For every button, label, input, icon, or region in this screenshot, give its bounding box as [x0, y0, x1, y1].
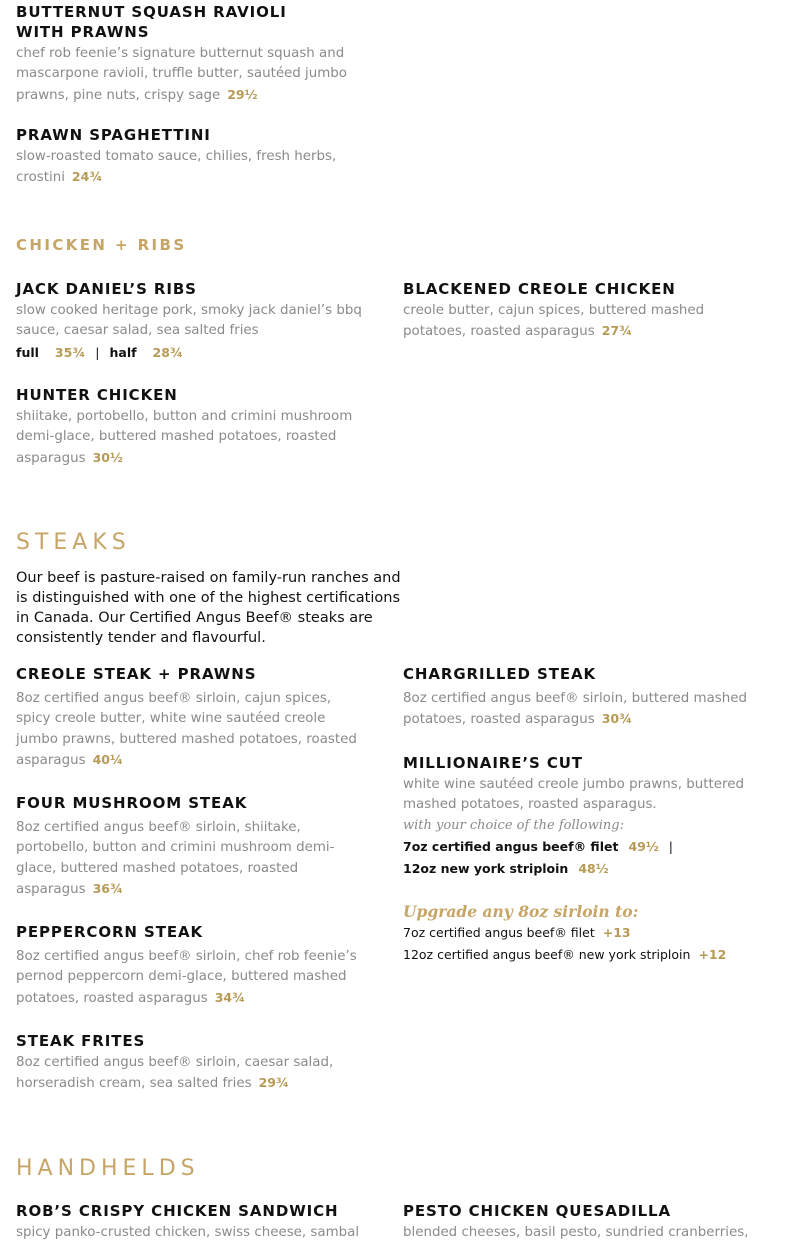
- item-name: BLACKENED CREOLE CHICKEN: [403, 280, 676, 298]
- menu-item-creole-steak-prawns: [16, 664, 357, 771]
- item-description: 8oz certified angus beef® sirloin, shiitake, portobello, button and crimini mushroom demi- glace, buttered mashed potatoes, roasted asparagus 36¾: [16, 820, 335, 897]
- portion-options: full 35¾ | half 28¾: [16, 344, 183, 360]
- item-name: WITH PRAWNS: [16, 23, 150, 41]
- item-description: 8oz certified angus beef® sirloin, chef rob feenie’s pernod peppercorn demi-glace, buttered mashed potatoes, roasted asparagus 34¾: [16, 949, 357, 1006]
- item-description: blended cheeses, basil pesto, sundried cranberries,: [403, 1225, 749, 1240]
- item-price: 40¼: [92, 751, 123, 767]
- item-name: ROB’S CRISPY CHICKEN SANDWICH: [16, 1202, 339, 1220]
- menu-item-blackened-creole-chicken: [403, 279, 704, 343]
- item-name: PESTO CHICKEN QUESADILLA: [403, 1202, 671, 1220]
- item-name: BUTTERNUT SQUASH RAVIOLI: [16, 3, 287, 21]
- menu-item-pesto-chicken-quesadilla: [403, 1201, 748, 1243]
- item-price: 30¾: [601, 711, 633, 727]
- item-price: 30½: [92, 449, 123, 465]
- item-name: MILLIONAIRE’S CUT: [403, 754, 583, 772]
- item-description: shiitake, portobello, button and crimini mushroom demi-glace, buttered mashed potatoes, roasted asparagus 30½: [16, 409, 353, 466]
- item-name: CHARGRILLED STEAK: [403, 665, 597, 683]
- item-name: CREOLE STEAK + PRAWNS: [16, 665, 257, 683]
- item-price: 29½: [227, 86, 258, 102]
- menu-item-peppercorn-steak: [16, 922, 357, 1009]
- menu-item-chargrilled-steak: [403, 664, 747, 731]
- menu-item-four-mushroom-steak: [16, 793, 334, 900]
- menu-item-millionaires-cut: [403, 753, 744, 880]
- upgrade-option: 12oz certified angus beef® new york striploin +12: [403, 947, 727, 962]
- section-title-steaks: STEAKS: [16, 530, 131, 555]
- item-description: slow-roasted tomato sauce, chilies, fresh herbs, crostini 24¾: [16, 149, 337, 186]
- item-price: 29¾: [258, 1075, 289, 1091]
- item-price: 24¾: [71, 169, 103, 185]
- choice-note: with your choice of the following:: [403, 817, 624, 833]
- item-description: 8oz certified angus beef® sirloin, buttered mashed potatoes, roasted asparagus 30¾: [403, 691, 747, 728]
- item-description: slow cooked heritage pork, smoky jack daniel’s bbq sauce, caesar salad, sea salted fries: [16, 303, 362, 339]
- menu-item-steak-frites: [16, 1031, 333, 1095]
- item-name: HUNTER CHICKEN: [16, 386, 178, 404]
- item-name: PEPPERCORN STEAK: [16, 923, 204, 941]
- menu-item-prawn-spaghettini: [16, 125, 336, 189]
- section-title-handhelds: HANDHELDS: [16, 1156, 200, 1181]
- upgrade-option: 7oz certified angus beef® filet +13: [403, 925, 631, 940]
- menu-item-butternut-ravioli: [16, 2, 347, 106]
- cut-option: 12oz new york striploin 48½: [403, 860, 609, 876]
- upgrade-box: [403, 902, 726, 966]
- cut-option: 7oz certified angus beef® filet 49½ |: [403, 838, 673, 854]
- steaks-intro: Our beef is pasture-raised on family-run ranches and is distinguished with one of the highest certifications in Canada. Our Certified Angus Beef® steaks are consistently tender and flavourful.: [16, 570, 401, 646]
- menu-item-jack-daniels-ribs: [16, 279, 362, 363]
- item-description: 8oz certified angus beef® sirloin, caesar salad, horseradish cream, sea salted fries 29¾: [16, 1055, 334, 1092]
- upgrade-title: Upgrade any 8oz sirloin to:: [403, 902, 639, 921]
- item-price: 36¾: [92, 880, 123, 896]
- item-name: PRAWN SPAGHETTINI: [16, 126, 211, 144]
- item-description: white wine sautéed creole jumbo prawns, buttered mashed potatoes, roasted asparagus.: [403, 777, 744, 813]
- item-description: spicy panko-crusted chicken, swiss cheese, sambal: [16, 1225, 360, 1240]
- item-name: JACK DANIEL’S RIBS: [16, 280, 197, 298]
- item-description: 8oz certified angus beef® sirloin, cajun spices, spicy creole butter, white wine sautéed creole jumbo prawns, buttered mashed potatoes, roasted asparagus 40¼: [16, 691, 357, 768]
- section-title-chicken-ribs: CHICKEN + RIBS: [16, 236, 187, 254]
- item-description: creole butter, cajun spices, buttered mashed potatoes, roasted asparagus 27¾: [403, 303, 705, 340]
- menu-item-crispy-chicken-sandwich: [16, 1201, 359, 1243]
- item-price: 34¾: [214, 989, 246, 1005]
- item-price: 27¾: [601, 323, 633, 339]
- item-description: chef rob feenie’s signature butternut squash and mascarpone ravioli, truffle butter, sautéed jumbo prawns, pine nuts, crispy sage 29½: [16, 46, 347, 103]
- menu-item-hunter-chicken: [16, 385, 352, 469]
- item-name: FOUR MUSHROOM STEAK: [16, 794, 248, 812]
- item-name: STEAK FRITES: [16, 1032, 146, 1050]
